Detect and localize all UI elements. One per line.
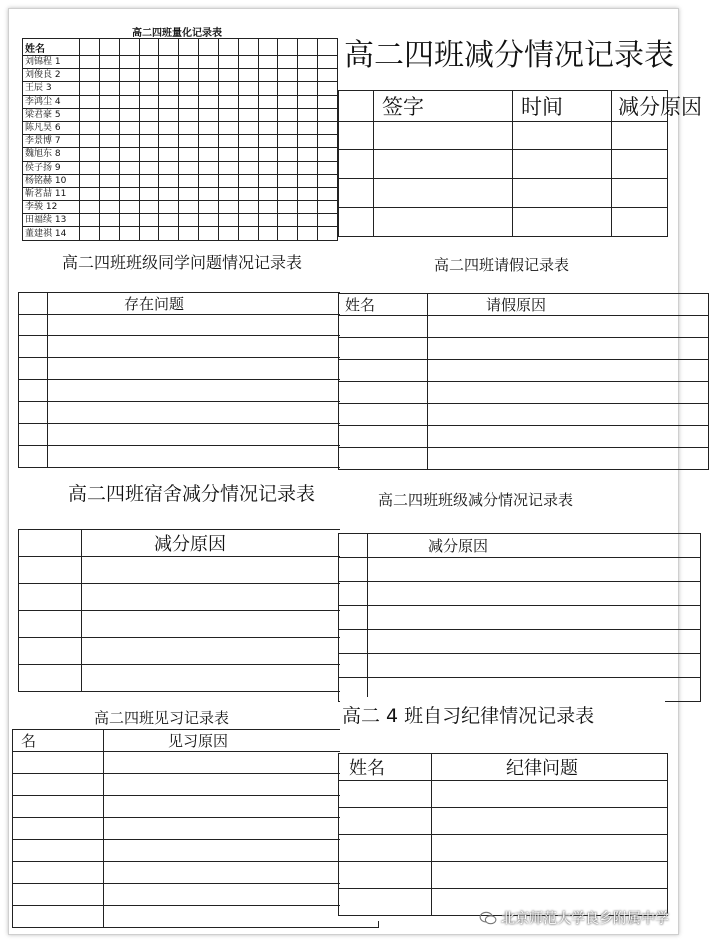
student-name: 田福续 13	[23, 214, 80, 227]
student-name: 魏旭东 8	[23, 148, 80, 161]
student-row	[23, 121, 338, 134]
student-row	[23, 187, 338, 200]
student-name: 董建祺 14	[23, 227, 80, 240]
leave-name-header: 姓名	[339, 294, 428, 316]
student-name: 李骏 12	[23, 201, 80, 214]
discipline-sheet	[340, 697, 665, 921]
dorm-sheet	[20, 473, 338, 695]
internship-sheet	[20, 697, 338, 921]
time-header: 时间	[513, 91, 612, 122]
quant-name-header: 姓名	[23, 39, 80, 56]
student-row	[23, 201, 338, 214]
class-deduction-title: 高二四班班级减分情况记录表	[378, 491, 574, 509]
discipline-title: 高二 4 班自习纪律情况记录表	[342, 705, 595, 727]
wechat-icon	[479, 911, 497, 925]
watermark-text: 北京师范大学良乡附属中学	[501, 911, 669, 927]
class-deduction-table	[338, 533, 701, 702]
dorm-table	[18, 529, 348, 692]
deduction-sheet	[340, 20, 702, 244]
student-row	[23, 174, 338, 187]
student-name: 陈凡昊 6	[23, 121, 80, 134]
leave-reason-header: 请假原因	[428, 294, 709, 316]
student-row	[23, 135, 338, 148]
discipline-name-header: 姓名	[339, 754, 432, 781]
issues-table	[18, 292, 387, 468]
student-row	[23, 108, 338, 121]
dorm-reason-header: 减分原因	[82, 530, 348, 557]
leave-sheet	[340, 246, 665, 471]
discipline-issue-header: 纪律问题	[432, 754, 668, 781]
student-row	[23, 69, 338, 82]
student-name: 梁君豪 5	[23, 108, 80, 121]
discipline-table	[338, 753, 668, 916]
leave-title: 高二四班请假记录表	[434, 256, 570, 274]
student-name: 侯子扬 9	[23, 161, 80, 174]
deduction-table	[338, 90, 702, 237]
quantification-sheet	[20, 20, 338, 244]
student-name: 李鸿尘 4	[23, 95, 80, 108]
issue-header: 存在问题	[48, 293, 387, 315]
leave-table	[338, 293, 709, 470]
reason-header: 减分原因	[612, 91, 668, 122]
deduction-title: 高二四班减分情况记录表	[344, 38, 674, 73]
student-row	[23, 148, 338, 161]
student-row	[23, 95, 338, 108]
student-row	[23, 82, 338, 95]
student-name: 李景博 7	[23, 135, 80, 148]
quantification-table	[22, 38, 338, 241]
internship-title: 高二四班见习记录表	[94, 709, 230, 727]
student-row	[23, 227, 338, 240]
issues-sheet	[20, 246, 338, 471]
internship-table	[12, 729, 379, 928]
quantification-title: 高二四班量化记录表	[132, 28, 222, 39]
student-name: 刘俊良 2	[23, 69, 80, 82]
dorm-title: 高二四班宿舍减分情况记录表	[68, 483, 316, 505]
student-row	[23, 56, 338, 69]
student-name: 杨铭赫 10	[23, 174, 80, 187]
student-row	[23, 161, 338, 174]
signature-header: 签字	[374, 91, 513, 122]
issues-title: 高二四班班级同学问题情况记录表	[62, 253, 303, 272]
class-deduction-reason-header: 减分原因	[368, 534, 701, 558]
internship-reason-header: 见习原因	[104, 730, 379, 752]
student-name: 刘锦程 1	[23, 56, 80, 69]
student-row	[23, 214, 338, 227]
internship-name-header: 名	[13, 730, 104, 752]
student-name: 靳茗喆 11	[23, 187, 80, 200]
watermark	[479, 908, 669, 928]
class-deduction-sheet	[340, 473, 665, 695]
student-name: 王辰 3	[23, 82, 80, 95]
